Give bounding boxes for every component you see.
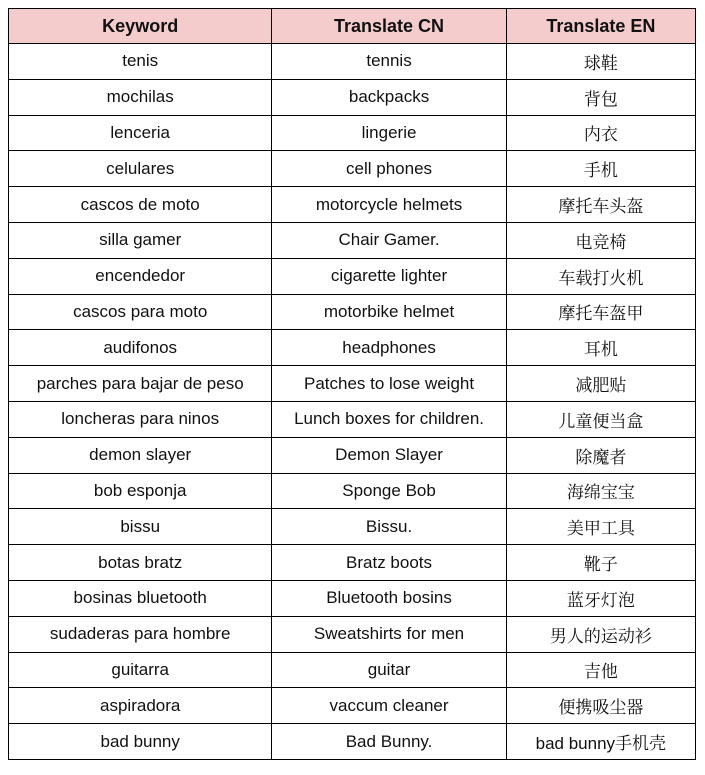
translate-cn-cell: Chair Gamer. (272, 222, 506, 258)
keyword-cell: bob esponja (9, 473, 272, 509)
translate-en-cell: 美甲工具 (506, 509, 695, 545)
keyword-cell: guitarra (9, 652, 272, 688)
translate-cn-cell: Sweatshirts for men (272, 616, 506, 652)
translate-en-cell: 减肥贴 (506, 366, 695, 402)
translate-en-cell: 摩托车盔甲 (506, 294, 695, 330)
table-row (9, 688, 696, 724)
translate-en-cell: 内衣 (506, 115, 695, 151)
translate-cn-cell: motorbike helmet (272, 294, 506, 330)
translate-en-cell: 背包 (506, 79, 695, 115)
table-row (9, 222, 696, 258)
header-translate-cn: Translate CN (272, 9, 506, 44)
table-row (9, 724, 696, 760)
table-row (9, 330, 696, 366)
translate-cn-cell: Lunch boxes for children. (272, 401, 506, 437)
translate-en-cell: 车载打火机 (506, 258, 695, 294)
translate-en-cell: 摩托车头盔 (506, 187, 695, 223)
table-row (9, 258, 696, 294)
translate-cn-cell: cell phones (272, 151, 506, 187)
translate-cn-cell: Bratz boots (272, 545, 506, 581)
table-row (9, 580, 696, 616)
translate-cn-cell: vaccum cleaner (272, 688, 506, 724)
table-row (9, 187, 696, 223)
table-row (9, 652, 696, 688)
translate-cn-cell: tennis (272, 44, 506, 80)
table-row (9, 437, 696, 473)
keyword-cell: lenceria (9, 115, 272, 151)
translate-en-cell: 耳机 (506, 330, 695, 366)
translate-cn-cell: Patches to lose weight (272, 366, 506, 402)
translate-en-cell: 男人的运动衫 (506, 616, 695, 652)
header-row (9, 9, 696, 44)
table-row (9, 115, 696, 151)
keyword-cell: demon slayer (9, 437, 272, 473)
table-row (9, 401, 696, 437)
table-row (9, 509, 696, 545)
translate-en-cell: 靴子 (506, 545, 695, 581)
translate-en-cell: 儿童便当盒 (506, 401, 695, 437)
keyword-cell: cascos de moto (9, 187, 272, 223)
keyword-cell: celulares (9, 151, 272, 187)
translate-cn-cell: Bluetooth bosins (272, 580, 506, 616)
table-header (9, 9, 696, 44)
keyword-cell: bissu (9, 509, 272, 545)
translate-en-cell: 吉他 (506, 652, 695, 688)
keyword-cell: bosinas bluetooth (9, 580, 272, 616)
table-row (9, 473, 696, 509)
keyword-cell: botas bratz (9, 545, 272, 581)
table-row (9, 616, 696, 652)
keyword-cell: loncheras para ninos (9, 401, 272, 437)
table-row (9, 79, 696, 115)
translate-en-cell: 手机 (506, 151, 695, 187)
keyword-cell: parches para bajar de peso (9, 366, 272, 402)
translate-cn-cell: Bad Bunny. (272, 724, 506, 760)
header-keyword: Keyword (9, 9, 272, 44)
keyword-cell: mochilas (9, 79, 272, 115)
keyword-cell: audifonos (9, 330, 272, 366)
translate-cn-cell: cigarette lighter (272, 258, 506, 294)
translate-en-cell: 除魔者 (506, 437, 695, 473)
keyword-cell: silla gamer (9, 222, 272, 258)
keyword-table-container (8, 8, 696, 760)
table-row (9, 44, 696, 80)
translate-cn-cell: Sponge Bob (272, 473, 506, 509)
translate-en-cell: 蓝牙灯泡 (506, 580, 695, 616)
keyword-cell: sudaderas para hombre (9, 616, 272, 652)
translate-en-cell: 便携吸尘器 (506, 688, 695, 724)
translate-cn-cell: guitar (272, 652, 506, 688)
keyword-cell: tenis (9, 44, 272, 80)
translate-en-cell: bad bunny手机壳 (506, 724, 695, 760)
table-row (9, 151, 696, 187)
table-body (9, 44, 696, 760)
translate-cn-cell: motorcycle helmets (272, 187, 506, 223)
translate-cn-cell: backpacks (272, 79, 506, 115)
keyword-cell: cascos para moto (9, 294, 272, 330)
keyword-cell: bad bunny (9, 724, 272, 760)
translate-cn-cell: Demon Slayer (272, 437, 506, 473)
header-translate-en: Translate EN (506, 9, 695, 44)
translate-en-cell: 球鞋 (506, 44, 695, 80)
keyword-translation-table (8, 8, 696, 760)
translate-cn-cell: lingerie (272, 115, 506, 151)
keyword-cell: aspiradora (9, 688, 272, 724)
table-row (9, 545, 696, 581)
translate-cn-cell: headphones (272, 330, 506, 366)
keyword-cell: encendedor (9, 258, 272, 294)
translate-cn-cell: Bissu. (272, 509, 506, 545)
table-row (9, 366, 696, 402)
table-row (9, 294, 696, 330)
translate-en-cell: 电竞椅 (506, 222, 695, 258)
translate-en-cell: 海绵宝宝 (506, 473, 695, 509)
